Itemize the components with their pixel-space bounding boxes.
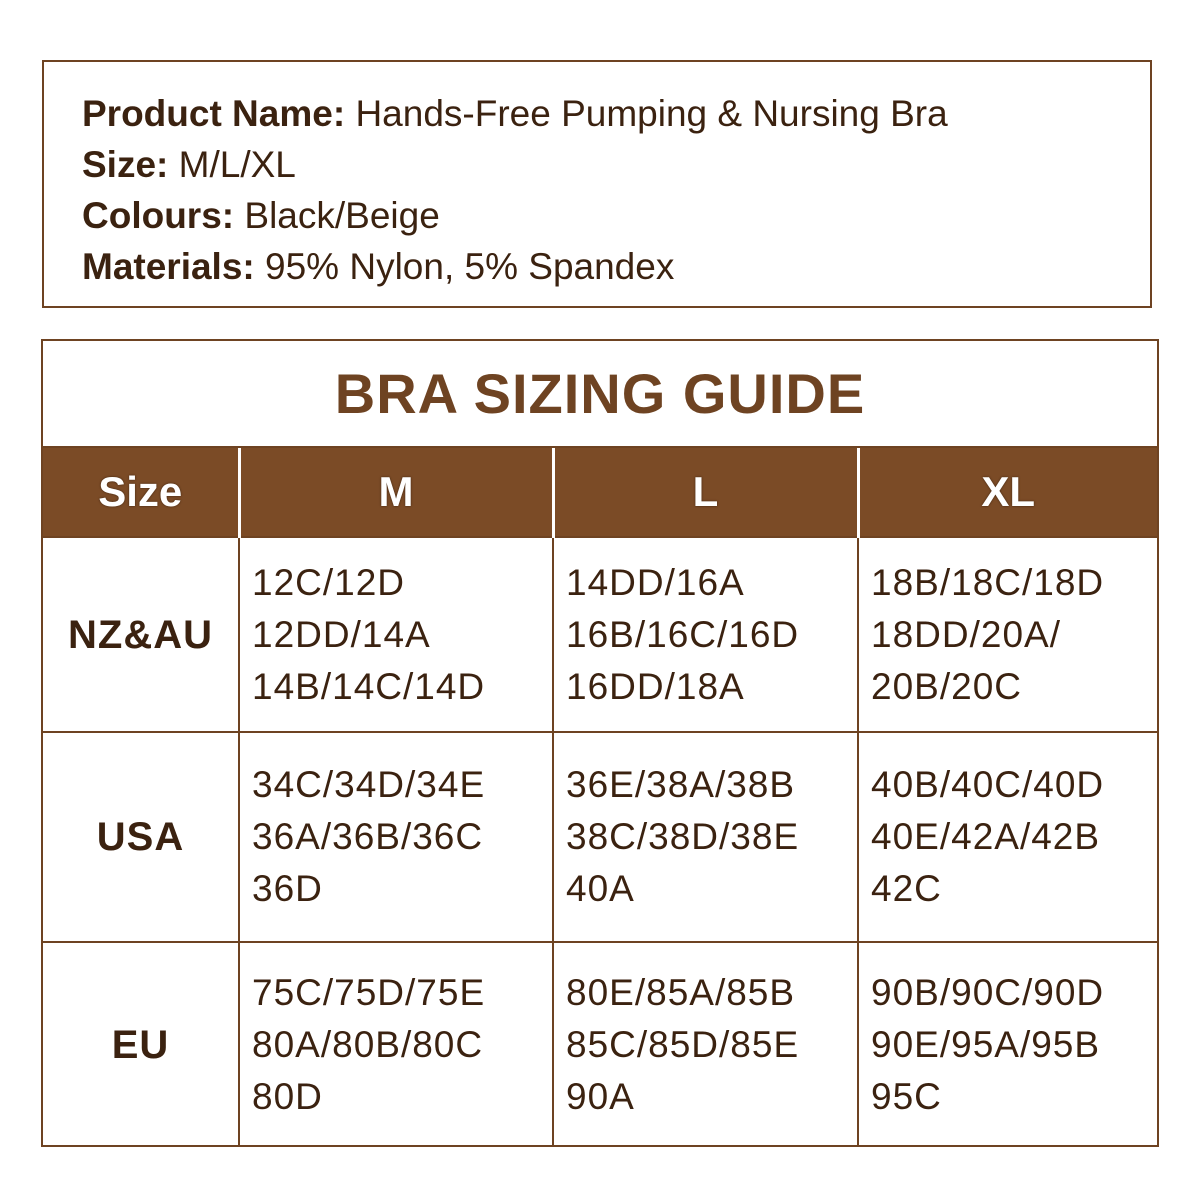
size-value: 18DD/20A/ (871, 613, 1061, 655)
size-value: 80A/80B/80C (252, 1024, 484, 1065)
size-value: 42C (871, 868, 942, 909)
size-value: 36E/38A/38B (566, 764, 796, 805)
size-cell (553, 942, 858, 1147)
size-value: 34C/34D/34E (252, 764, 486, 805)
size-value: 90B/90C/90D (871, 972, 1105, 1013)
info-line-materials: Materials: 95% Nylon, 5% Spandex (82, 246, 675, 287)
table-row (43, 537, 1157, 732)
size-value: 20B/20C (871, 665, 1022, 707)
size-value: 36D (252, 868, 323, 909)
product-info-box (42, 60, 1152, 308)
sizing-guide-title: BRA SIZING GUIDE (43, 341, 1157, 448)
table-row (43, 732, 1157, 942)
info-line-colours: Colours: Black/Beige (82, 195, 440, 236)
size-value: 80E/85A/85B (566, 972, 796, 1013)
size-cell (858, 732, 1157, 942)
size-cell (553, 732, 858, 942)
header-size: Size (43, 448, 239, 537)
size-value: 12DD/14A (252, 613, 431, 655)
info-line-product-name: Product Name: Hands-Free Pumping & Nursing Bra (82, 93, 948, 134)
row-label: USA (43, 732, 239, 942)
size-value: 85C/85D/85E (566, 1024, 800, 1065)
size-value: 40A (566, 868, 635, 909)
size-value: 14B/14C/14D (252, 665, 486, 707)
size-value: 14DD/16A (566, 561, 745, 603)
row-label: EU (43, 942, 239, 1147)
table-row (43, 942, 1157, 1147)
size-cell (239, 942, 553, 1147)
size-value: 90A (566, 1076, 635, 1117)
size-value: 38C/38D/38E (566, 816, 800, 857)
size-cell (239, 732, 553, 942)
row-label: NZ&AU (43, 537, 239, 732)
size-value: 36A/36B/36C (252, 816, 484, 857)
sizing-guide (41, 339, 1159, 1147)
size-value: 95C (871, 1076, 942, 1117)
size-value: 16B/16C/16D (566, 613, 800, 655)
size-cell (858, 537, 1157, 732)
size-value: 12C/12D (252, 561, 406, 603)
info-line-size: Size: M/L/XL (82, 144, 296, 185)
header-xl: XL (858, 448, 1157, 537)
size-value: 40E/42A/42B (871, 816, 1101, 857)
size-value: 18B/18C/18D (871, 561, 1105, 603)
size-cell (239, 537, 553, 732)
header-row (43, 448, 1157, 537)
size-cell (553, 537, 858, 732)
size-value: 90E/95A/95B (871, 1024, 1101, 1065)
header-l: L (553, 448, 858, 537)
size-cell (858, 942, 1157, 1147)
size-value: 16DD/18A (566, 665, 745, 707)
sizing-table (43, 448, 1157, 1147)
size-value: 75C/75D/75E (252, 972, 486, 1013)
size-value: 80D (252, 1076, 323, 1117)
header-m: M (239, 448, 553, 537)
size-value: 40B/40C/40D (871, 764, 1105, 805)
